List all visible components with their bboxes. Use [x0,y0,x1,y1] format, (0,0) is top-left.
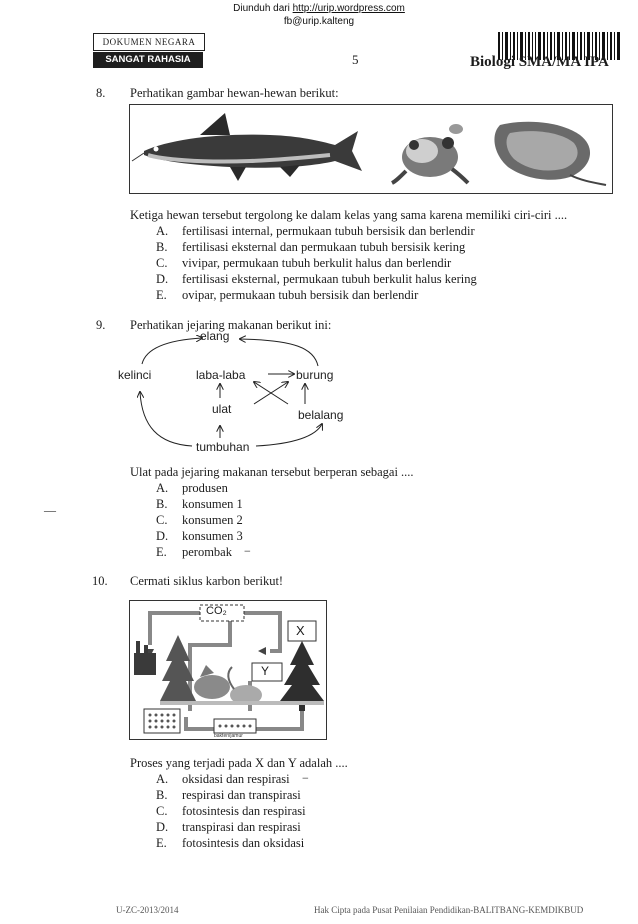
q10-option-d[interactable] [156,820,301,835]
q10-stem: Proses yang terjadi pada X dan Y adalah .... [130,756,348,770]
q9-option-a[interactable] [156,481,228,496]
option-letter: A. [156,224,169,238]
q10-option-c[interactable] [156,804,306,819]
q9-stem: Ulat pada jejaring makanan tersebut berperan sebagai .... [130,465,414,479]
food-web-diagram [118,326,358,458]
option-letter: A. [156,481,169,495]
option-letter: D. [156,820,169,834]
option-text: fotosintesis dan respirasi [182,804,306,818]
web-node-tumbuhan: tumbuhan [196,440,250,454]
frog-icon [392,124,468,183]
web-node-elang: elang [200,329,230,343]
option-letter: E. [156,836,167,850]
option-text: produsen [182,481,228,495]
option-text: vivipar, permukaan tubuh berkulit halus dan berlendir [182,256,452,270]
q8-stem: Ketiga hewan tersebut tergolong ke dalam kelas yang sama karena memiliki ciri-ciri .... [130,208,568,222]
web-node-labalaba: laba-laba [196,368,246,382]
download-link[interactable]: http://urip.wordpress.com [292,3,405,14]
web-node-belalang: belalang [298,408,344,422]
q9-option-c[interactable] [156,513,243,528]
page-number: 5 [352,52,359,67]
q8-number: 8. [96,86,106,100]
q8-option-c[interactable] [156,256,451,271]
tree-right-icon [280,641,324,711]
carbon-cycle-diagram [129,600,327,740]
email-line: fb@urip.kalteng [283,16,355,27]
option-text: konsumen 1 [182,497,243,511]
option-letter: E. [156,288,167,302]
option-letter: B. [156,788,168,802]
q9-number: 9. [96,318,106,332]
subject-title: Biologi SMA/MA IPA [470,54,609,70]
q9-option-d[interactable] [156,529,243,544]
web-node-kelinci: kelinci [118,368,152,382]
q8-option-e[interactable] [156,288,418,303]
stingray-icon [494,122,606,185]
option-text: ovipar, permukaan tubuh bersisik dan berlendir [182,288,419,302]
option-letter: D. [156,272,169,286]
doc-label: DOKUMEN NEGARA [93,33,205,51]
catfish-icon [132,113,362,181]
q9-option-b[interactable] [156,497,243,512]
q10-option-b[interactable] [156,788,301,803]
web-node-burung: burung [296,368,334,382]
option-letter: C. [156,256,168,270]
q8-option-a[interactable] [156,224,475,239]
q8-option-b[interactable] [156,240,465,255]
x-label: X [296,623,305,638]
option-text: fotosintesis dan oksidasi [182,836,305,850]
secret-label: SANGAT RAHASIA [93,52,203,68]
margin-mark: — [44,503,56,517]
download-source [0,3,638,14]
footer-copyright: Hak Cipta pada Pusat Penilaian Pendidikan-BALITBANG-KEMDIKBUD [314,905,584,915]
download-prefix: Diunduh dari [233,3,293,14]
q8-prompt: Perhatikan gambar hewan-hewan berikut: [130,86,339,100]
option-letter: D. [156,529,169,543]
option-letter: C. [156,804,168,818]
factory-icon [134,641,156,675]
co2-label: CO₂ [206,605,227,617]
option-text: fertilisasi eksternal dan permukaan tubuh bersisik kering [182,240,466,254]
q8-animals-image [129,104,613,194]
option-text: transpirasi dan respirasi [182,820,301,834]
y-label: Y [261,664,270,678]
q10-option-e[interactable] [156,836,304,851]
q9-prompt: Perhatikan jejaring makanan berikut ini: [130,318,332,332]
web-node-ulat: ulat [212,402,232,416]
q10-prompt: Cermati siklus karbon berikut! [130,574,284,588]
q8-option-d[interactable] [156,272,477,287]
option-text: fertilisasi eksternal, permukaan tubuh berkulit halus kering [182,272,477,286]
q10-option-a[interactable] [156,772,290,787]
bakteri-label: bakteri/jamur [214,733,243,739]
option-text: konsumen 3 [182,529,243,543]
option-letter: A. [156,772,169,786]
pen-mark: − [244,544,251,558]
option-text: oksidasi dan respirasi [182,772,290,786]
option-text: fertilisasi internal, permukaan tubuh bersisik dan berlendir [182,224,475,238]
option-text: perombak [182,545,232,559]
option-text: respirasi dan transpirasi [182,788,301,802]
footer-code: U-ZC-2013/2014 [116,905,179,915]
option-text: konsumen 2 [182,513,243,527]
option-letter: E. [156,545,167,559]
pen-mark: − [302,771,309,785]
option-letter: B. [156,240,168,254]
option-letter: C. [156,513,168,527]
option-letter: B. [156,497,168,511]
q10-number: 10. [92,574,108,588]
q9-option-e[interactable] [156,545,232,560]
